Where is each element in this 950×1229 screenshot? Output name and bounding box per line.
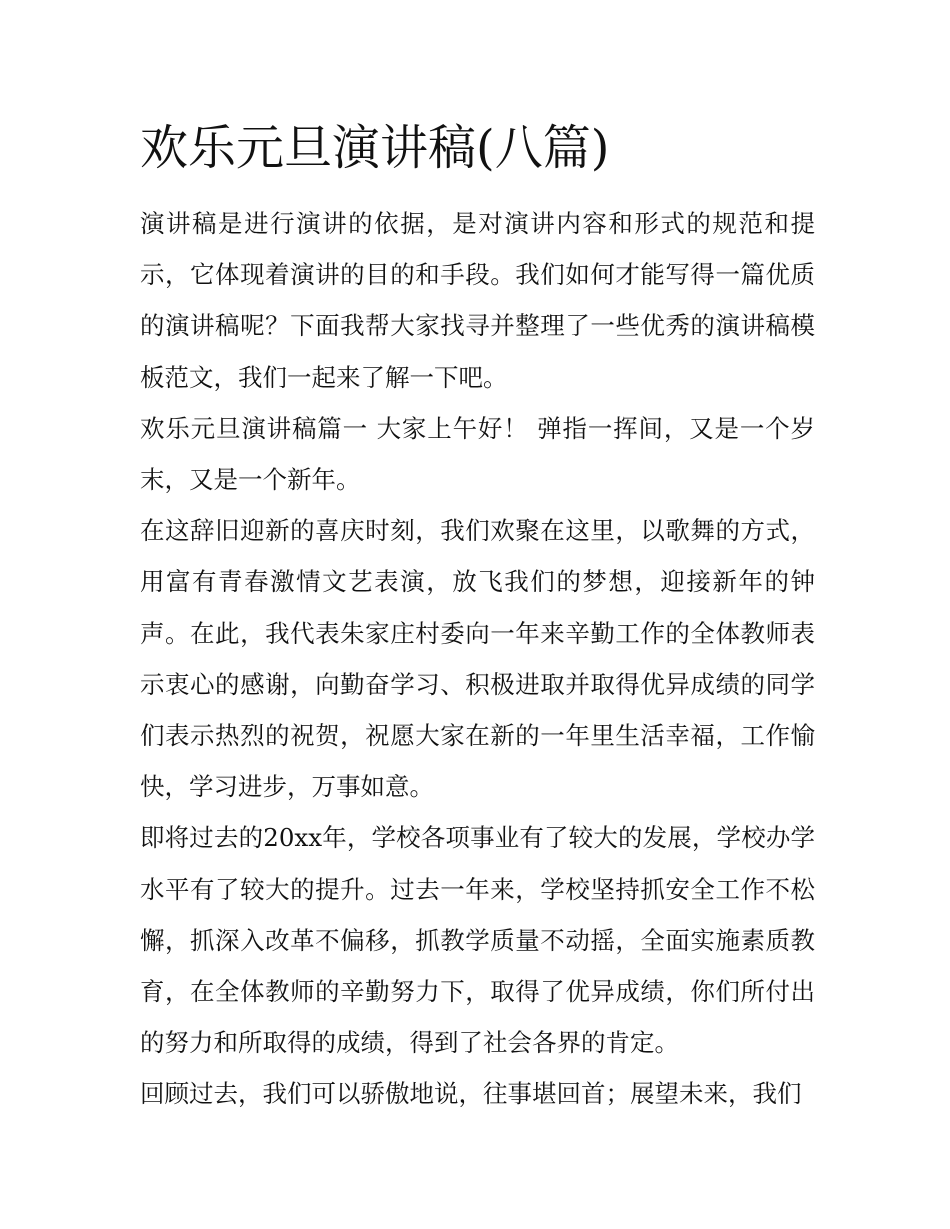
- intro-paragraph: 演讲稿是进行演讲的依据，是对演讲内容和形式的规范和提示，它体现着演讲的目的和手段。我们如何才能写得一篇优质的演讲稿呢？下面我帮大家找寻并整理了一些优秀的演讲稿模板范文，我们一起来了解一下吧。: [140, 209, 815, 392]
- document-title: 欢乐元旦演讲稿(八篇): [140, 120, 610, 176]
- celebration-paragraph: 在这辞旧迎新的喜庆时刻，我们欢聚在这里，以歌舞的方式，用富有青春激情文艺表演，放飞我们的梦想，迎接新年的钟声。在此，我代表朱家庄村委向一年来辛勤工作的全体教师表示衷心的感谢，向勤奋学习、积极进取并取得优异成绩的同学们表示热烈的祝贺，祝愿大家在新的一年里生活幸福，工作愉快，学习进步，万事如意。: [140, 516, 815, 802]
- school-achievements-paragraph: 即将过去的20xx年，学校各项事业有了较大的发展，学校办学水平有了较大的提升。过去一年来，学校坚持抓安全工作不松懈，抓深入改革不偏移，抓教学质量不动摇，全面实施素质教育，在全体教师的辛勤努力下，取得了优异成绩，你们所付出的努力和所取得的成绩，得到了社会各界的肯定。: [140, 823, 815, 1058]
- document-page: [140, 112, 815, 1120]
- review-paragraph: 回顾过去，我们可以骄傲地说，往事堪回首；展望未来，我们: [140, 1079, 802, 1109]
- speech-one-opening-paragraph: 欢乐元旦演讲稿篇一 大家上午好！ 弹指一挥间，又是一个岁末，又是一个新年。: [140, 413, 815, 495]
